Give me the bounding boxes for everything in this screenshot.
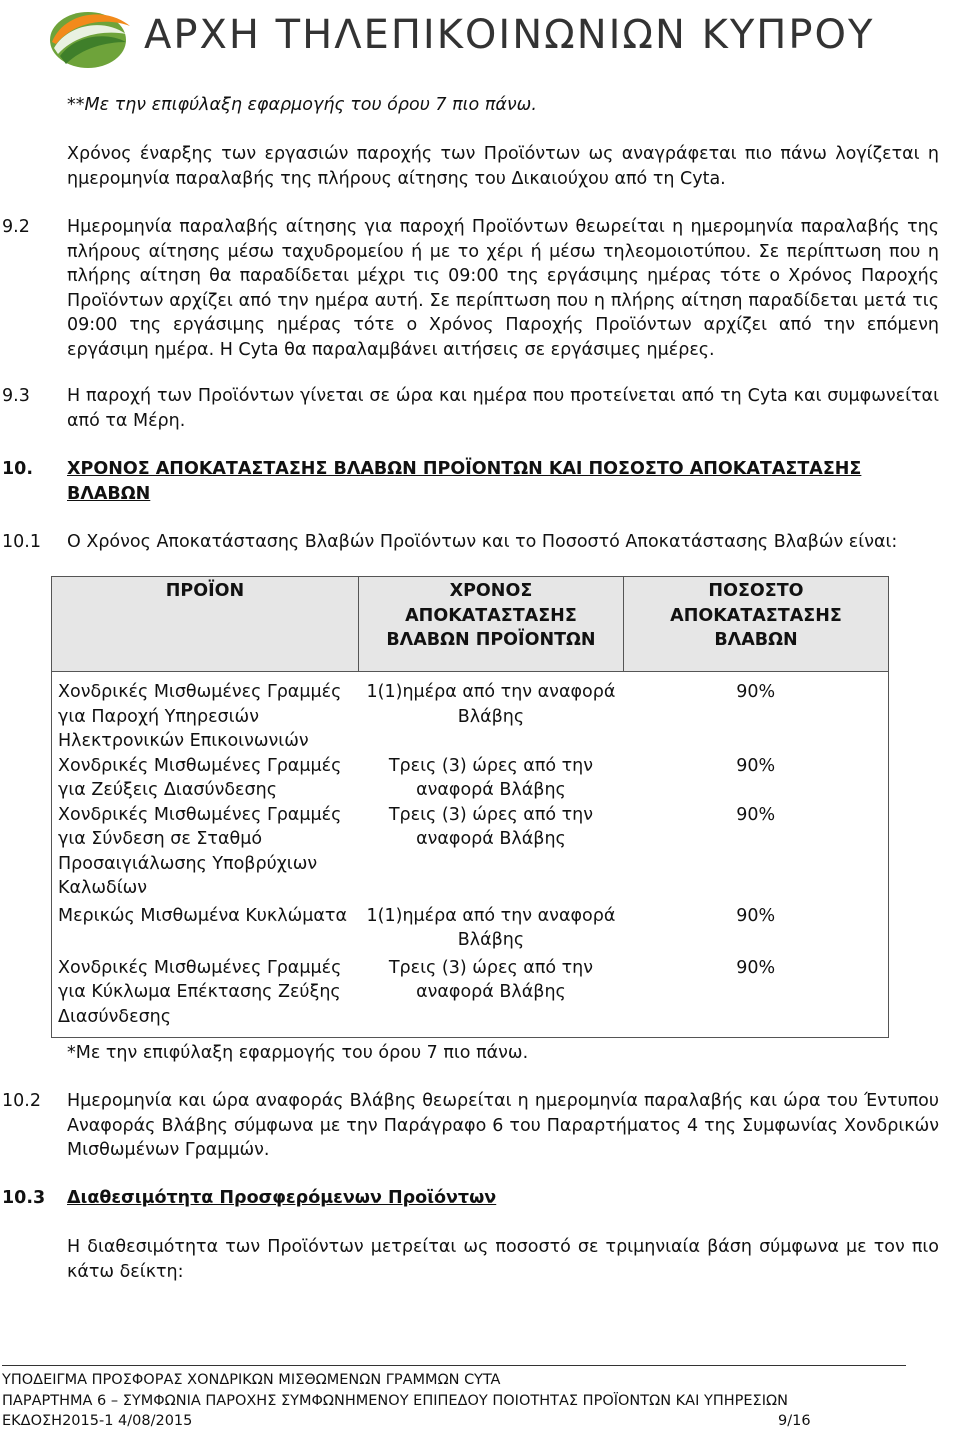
row-product: Χονδρικές Μισθωμένες Γραμμές για Σύνδεση σε Σταθμό Προσαιγιάλωσης Υποβρύχιων Καλωδίων — [58, 804, 342, 898]
row-time: 1(1)ημέρα από την αναφορά Βλάβης — [366, 905, 616, 950]
header-restoration-time: ΧΡΟΝΟΣ ΑΠΟΚΑΤΑΣΤΑΣΗΣ ΒΛΑΒΩΝ ΠΡΟΪΟΝΤΩΝ — [358, 577, 623, 672]
section-10-title: ΧΡΟΝΟΣ ΑΠΟΚΑΤΑΣΤΑΣΗΣ ΒΛΑΒΩΝ ΠΡΟΪΟΝΤΩΝ ΚΑΙ ΠΟΣΟΣΤΟ ΑΠΟΚΑΤΑΣΤΑΣΗΣ ΒΛΑΒΩΝ — [67, 459, 862, 504]
row-time: Τρεις (3) ώρες από την αναφορά Βλάβης — [388, 804, 594, 849]
table-row — [52, 901, 889, 956]
section-10-2-number: 10.2 — [2, 1091, 41, 1111]
footer-line-1: ΥΠΟΔΕΙΓΜΑ ΠΡΟΣΦΟΡΑΣ ΧΟΝΔΡΙΚΩΝ ΜΙΣΘΩΜΕΝΩΝ ΓΡΑΜΜΩΝ CYTA — [2, 1372, 501, 1388]
page-header — [46, 2, 926, 76]
section-10-number: 10. — [2, 459, 34, 479]
section-9-3-text: Η παροχή των Προϊόντων γίνεται σε ώρα και ημέρα που προτείνεται από τη Cyta και συμφωνείται από τα Μέρη. — [67, 386, 939, 431]
note-top: **Με την επιφύλαξη εφαρμογής του όρου 7 πιο πάνω. — [67, 95, 537, 115]
row-product: Χονδρικές Μισθωμένες Γραμμές για Παροχή Υπηρεσιών Ηλεκτρονικών Επικοινωνιών — [58, 682, 342, 751]
section-10-3-title: Διαθεσιμότητα Προσφερόμενων Προϊόντων — [67, 1188, 497, 1208]
section-10-3-text: Η διαθεσιμότητα των Προϊόντων μετρείται ως ποσοστό σε τριμηνιαία βάση σύμφωνα με τον πιο κάτω δείκτη: — [67, 1237, 939, 1282]
row-percent: 90% — [736, 682, 776, 702]
row-product: Μερικώς Μισθωμένα Κυκλώματα — [58, 905, 347, 926]
footer-line-3: ΕΚΔΟΣΗ2015-1 4/08/2015 — [2, 1413, 193, 1429]
logo-title: ΑΡΧΗ ΤΗΛΕΠΙΚΟΙΝΩΝΙΩΝ ΚΥΠΡΟΥ — [144, 12, 875, 58]
table-note: *Με την επιφύλαξη εφαρμογής του όρου 7 πιο πάνω. — [67, 1043, 529, 1063]
table-row — [52, 803, 889, 901]
row-percent: 90% — [736, 905, 776, 926]
row-percent: 90% — [736, 804, 776, 825]
table-row — [52, 672, 889, 754]
row-time: Τρεις (3) ώρες από την αναφορά Βλάβης — [388, 957, 594, 1002]
section-9-2-text: Ημερομηνία παραλαβής αίτησης για παροχή Προϊόντων θεωρείται η ημερομηνία παραλαβής της πλήρους αίτησης μέσω ταχυδρομείου ή με το χέρι ή μέσω τηλεομοιοτύπου. Σε περίπτωση που η πλήρης αίτηση θα παραδίδεται μέχρι τις 09:00 της εργάσιμης ημέρας τότε ο Χρόνος Παροχής Προϊόντων αρχίζει από την ημέρα αυτή. Σε περίπτωση που η πλήρης αίτηση παραδίδεται μετά τις 09:00 της εργάσιμης ημέρας τότε ο Χρόνος Παροχής Προϊόντων αρχίζει από την επόμενη εργάσιμη ημέρα. Η Cyta θα παραλαμβάνει αιτήσεις σε εργάσιμες ημέρες. — [67, 217, 939, 360]
section-10-2-text: Ημερομηνία και ώρα αναφοράς Βλάβης θεωρείται η ημερομηνία παραλαβής και ώρα του Έντυπου Αναφοράς Βλάβης σύμφωνα με την Παράγραφο 6 του Παραρτήματος 4 της Συμφωνίας Χονδρικών Μισθωμένων Γραμμών. — [67, 1091, 939, 1160]
globe-swirl-logo-icon — [46, 4, 134, 70]
section-10-1-text: Ο Χρόνος Αποκατάστασης Βλαβών Προϊόντων και το Ποσοστό Αποκατάστασης Βλαβών είναι: — [67, 532, 898, 552]
row-percent: 90% — [736, 957, 776, 978]
section-9-2-number: 9.2 — [2, 217, 30, 237]
header-restoration-percent: ΠΟΣΟΣΤΟ ΑΠΟΚΑΤΑΣΤΑΣΗΣ ΒΛΑΒΩΝ — [623, 577, 888, 672]
page-number: 9/16 — [778, 1413, 811, 1429]
row-product: Χονδρικές Μισθωμένες Γραμμές για Κύκλωμα Επέκτασης Ζεύξης Διασύνδεσης — [58, 957, 342, 1027]
row-product: Χονδρικές Μισθωμένες Γραμμές για Ζεύξεις Διασύνδεσης — [58, 755, 342, 800]
footer-line-2: ΠΑΡΑΡΤΗΜΑ 6 – ΣΥΜΦΩΝΙΑ ΠΑΡΟΧΗΣ ΣΥΜΦΩΝΗΜΕΝΟΥ ΕΠΙΠΕΔΟΥ ΠΟΙΟΤΗΤΑΣ ΠΡΟΪΟΝΤΩΝ ΚΑΙ ΥΠΗΡΕΣΙΩΝ — [2, 1393, 788, 1409]
table-header-row — [52, 577, 889, 672]
fault-restoration-table — [51, 576, 889, 1038]
start-time-paragraph: Χρόνος έναρξης των εργασιών παροχής των Προϊόντων ως αναγράφεται πιο πάνω λογίζεται η ημερομηνία παραλαβής της πλήρους αίτησης του Δικαιούχου από τη Cyta. — [67, 144, 939, 189]
section-10-1-number: 10.1 — [2, 532, 41, 552]
section-10-3-number: 10.3 — [2, 1188, 46, 1208]
row-time: 1(1)ημέρα από την αναφορά Βλάβης — [366, 682, 616, 727]
header-product: ΠΡΟΪΟΝ — [52, 577, 359, 672]
row-time: Τρεις (3) ώρες από την αναφορά Βλάβης — [388, 755, 594, 800]
table-row — [52, 754, 889, 803]
row-percent: 90% — [736, 755, 776, 776]
section-9-3-number: 9.3 — [2, 386, 30, 406]
footer-divider — [2, 1365, 906, 1366]
table-row — [52, 956, 889, 1038]
